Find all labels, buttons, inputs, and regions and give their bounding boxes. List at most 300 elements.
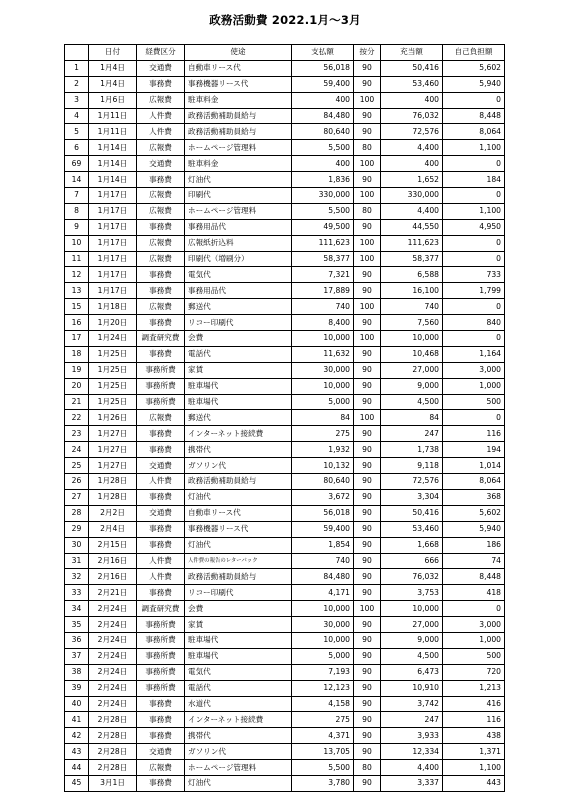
row-number-cell: 30 — [65, 537, 89, 553]
date-cell: 2月2日 — [89, 505, 137, 521]
ratio-cell: 90 — [354, 553, 381, 569]
purpose-cell: 家賃 — [185, 362, 292, 378]
payment-cell: 111,623 — [292, 235, 354, 251]
table-row — [65, 410, 505, 426]
date-cell: 2月28日 — [89, 712, 137, 728]
category-cell: 交通費 — [137, 744, 185, 760]
table-row — [65, 617, 505, 633]
payment-cell: 56,018 — [292, 60, 354, 76]
row-number-cell: 16 — [65, 315, 89, 331]
row-number-cell: 42 — [65, 728, 89, 744]
allocated-cell: 4,500 — [381, 394, 443, 410]
category-cell: 事務費 — [137, 172, 185, 188]
allocated-cell: 44,550 — [381, 219, 443, 235]
row-number-cell: 31 — [65, 553, 89, 569]
purpose-cell: 政務活動補助員給与 — [185, 569, 292, 585]
purpose-cell: インターネット接続費 — [185, 426, 292, 442]
category-cell: 事務所費 — [137, 617, 185, 633]
self-pay-cell: 500 — [443, 648, 505, 664]
allocated-cell: 4,400 — [381, 140, 443, 156]
date-cell: 1月25日 — [89, 394, 137, 410]
allocated-cell: 50,416 — [381, 505, 443, 521]
ratio-cell: 90 — [354, 426, 381, 442]
header-cell-self-pay: 自己負担額 — [443, 45, 505, 61]
allocated-cell: 84 — [381, 410, 443, 426]
allocated-cell: 27,000 — [381, 617, 443, 633]
ratio-cell: 80 — [354, 203, 381, 219]
row-number-cell: 11 — [65, 251, 89, 267]
row-number-cell: 22 — [65, 410, 89, 426]
payment-cell: 84,480 — [292, 569, 354, 585]
category-cell: 事務費 — [137, 442, 185, 458]
table-row — [65, 426, 505, 442]
purpose-cell: ガソリン代 — [185, 744, 292, 760]
row-number-cell: 12 — [65, 267, 89, 283]
payment-cell: 10,132 — [292, 458, 354, 474]
category-cell: 交通費 — [137, 156, 185, 172]
table-row — [65, 362, 505, 378]
date-cell: 1月11日 — [89, 124, 137, 140]
row-number-cell: 14 — [65, 172, 89, 188]
purpose-cell: 駐車料金 — [185, 92, 292, 108]
table-row — [65, 188, 505, 204]
table-row — [65, 60, 505, 76]
table-row — [65, 92, 505, 108]
date-cell: 1月26日 — [89, 410, 137, 426]
self-pay-cell: 116 — [443, 712, 505, 728]
table-row — [65, 601, 505, 617]
payment-cell: 10,000 — [292, 601, 354, 617]
payment-cell: 7,193 — [292, 664, 354, 680]
date-cell: 2月28日 — [89, 744, 137, 760]
table-row — [65, 648, 505, 664]
allocated-cell: 740 — [381, 299, 443, 315]
ratio-cell: 90 — [354, 505, 381, 521]
allocated-cell: 400 — [381, 92, 443, 108]
header-cell-purpose: 使途 — [185, 45, 292, 61]
date-cell: 2月28日 — [89, 760, 137, 776]
purpose-cell: 駐車場代 — [185, 648, 292, 664]
self-pay-cell: 0 — [443, 251, 505, 267]
payment-cell: 1,836 — [292, 172, 354, 188]
allocated-cell: 4,400 — [381, 760, 443, 776]
category-cell: 広報費 — [137, 188, 185, 204]
ratio-cell: 100 — [354, 188, 381, 204]
allocated-cell: 10,468 — [381, 346, 443, 362]
page-title: 政務活動費 2022.1月～3月 — [209, 13, 361, 27]
date-cell: 1月6日 — [89, 92, 137, 108]
date-cell: 2月28日 — [89, 728, 137, 744]
ratio-cell: 90 — [354, 283, 381, 299]
table-row — [65, 474, 505, 490]
table-row — [65, 585, 505, 601]
table-row — [65, 203, 505, 219]
allocated-cell: 58,377 — [381, 251, 443, 267]
payment-cell: 30,000 — [292, 617, 354, 633]
self-pay-cell: 0 — [443, 156, 505, 172]
ratio-cell: 90 — [354, 108, 381, 124]
date-cell: 2月24日 — [89, 601, 137, 617]
purpose-cell: 広報紙折込料 — [185, 235, 292, 251]
purpose-cell: 電話代 — [185, 346, 292, 362]
row-number-cell: 9 — [65, 219, 89, 235]
allocated-cell: 6,473 — [381, 664, 443, 680]
allocated-cell: 27,000 — [381, 362, 443, 378]
allocated-cell: 247 — [381, 712, 443, 728]
allocated-cell: 9,118 — [381, 458, 443, 474]
date-cell: 2月16日 — [89, 569, 137, 585]
ratio-cell: 90 — [354, 362, 381, 378]
ratio-cell: 100 — [354, 331, 381, 347]
category-cell: 人件費 — [137, 108, 185, 124]
category-cell: 交通費 — [137, 60, 185, 76]
ratio-cell: 90 — [354, 696, 381, 712]
ratio-cell: 90 — [354, 267, 381, 283]
date-cell: 1月25日 — [89, 346, 137, 362]
self-pay-cell: 4,950 — [443, 219, 505, 235]
date-cell: 1月17日 — [89, 219, 137, 235]
date-cell: 1月18日 — [89, 299, 137, 315]
self-pay-cell: 1,000 — [443, 632, 505, 648]
purpose-cell: 灯油代 — [185, 489, 292, 505]
payment-cell: 400 — [292, 92, 354, 108]
category-cell: 事務費 — [137, 267, 185, 283]
purpose-cell: 自動車リース代 — [185, 505, 292, 521]
self-pay-cell: 5,602 — [443, 60, 505, 76]
category-cell: 事務費 — [137, 219, 185, 235]
row-number-cell: 36 — [65, 632, 89, 648]
self-pay-cell: 8,448 — [443, 569, 505, 585]
row-number-cell: 33 — [65, 585, 89, 601]
row-number-cell: 1 — [65, 60, 89, 76]
table-row — [65, 696, 505, 712]
category-cell: 事務費 — [137, 775, 185, 791]
purpose-cell: ホームページ管理料 — [185, 203, 292, 219]
category-cell: 事務所費 — [137, 394, 185, 410]
date-cell: 1月25日 — [89, 362, 137, 378]
purpose-cell: 会費 — [185, 331, 292, 347]
row-number-cell: 35 — [65, 617, 89, 633]
category-cell: 交通費 — [137, 505, 185, 521]
purpose-cell: 郵送代 — [185, 410, 292, 426]
ratio-cell: 90 — [354, 521, 381, 537]
ratio-cell: 100 — [354, 156, 381, 172]
ratio-cell: 90 — [354, 124, 381, 140]
allocated-cell: 72,576 — [381, 124, 443, 140]
purpose-cell: 灯油代 — [185, 172, 292, 188]
table-row — [65, 235, 505, 251]
category-cell: 広報費 — [137, 203, 185, 219]
header-cell-ratio: 按分 — [354, 45, 381, 61]
category-cell: 事務所費 — [137, 362, 185, 378]
payment-cell: 740 — [292, 553, 354, 569]
self-pay-cell: 0 — [443, 188, 505, 204]
purpose-cell: 政務活動補助員給与 — [185, 124, 292, 140]
table-row — [65, 108, 505, 124]
purpose-cell: 会費 — [185, 601, 292, 617]
ratio-cell: 90 — [354, 569, 381, 585]
row-number-cell: 26 — [65, 474, 89, 490]
date-cell: 1月17日 — [89, 188, 137, 204]
row-number-cell: 32 — [65, 569, 89, 585]
row-number-cell: 10 — [65, 235, 89, 251]
ratio-cell: 100 — [354, 299, 381, 315]
table-row — [65, 283, 505, 299]
row-number-cell: 27 — [65, 489, 89, 505]
category-cell: 事務費 — [137, 521, 185, 537]
purpose-cell: 灯油代 — [185, 775, 292, 791]
purpose-cell: 政務活動補助員給与 — [185, 108, 292, 124]
purpose-cell: 事務用品代 — [185, 219, 292, 235]
table-row — [65, 712, 505, 728]
table-row — [65, 331, 505, 347]
allocated-cell: 6,588 — [381, 267, 443, 283]
ratio-cell: 90 — [354, 537, 381, 553]
date-cell: 1月27日 — [89, 442, 137, 458]
category-cell: 事務費 — [137, 489, 185, 505]
ratio-cell: 90 — [354, 378, 381, 394]
self-pay-cell: 1,100 — [443, 760, 505, 776]
row-number-cell: 23 — [65, 426, 89, 442]
ratio-cell: 80 — [354, 140, 381, 156]
row-number-cell: 29 — [65, 521, 89, 537]
table-row — [65, 728, 505, 744]
date-cell: 1月17日 — [89, 283, 137, 299]
payment-cell: 4,158 — [292, 696, 354, 712]
table-row — [65, 664, 505, 680]
allocated-cell: 10,910 — [381, 680, 443, 696]
row-number-cell: 19 — [65, 362, 89, 378]
purpose-cell: 水道代 — [185, 696, 292, 712]
header-cell-category: 経費区分 — [137, 45, 185, 61]
table-row — [65, 632, 505, 648]
payment-cell: 13,705 — [292, 744, 354, 760]
self-pay-cell: 8,064 — [443, 124, 505, 140]
table-row — [65, 521, 505, 537]
self-pay-cell: 8,448 — [443, 108, 505, 124]
row-number-cell: 17 — [65, 331, 89, 347]
purpose-cell: 印刷代（増刷分） — [185, 251, 292, 267]
self-pay-cell: 74 — [443, 553, 505, 569]
date-cell: 1月14日 — [89, 172, 137, 188]
table-row — [65, 569, 505, 585]
row-number-cell: 34 — [65, 601, 89, 617]
self-pay-cell: 1,799 — [443, 283, 505, 299]
date-cell: 1月4日 — [89, 76, 137, 92]
row-number-cell: 40 — [65, 696, 89, 712]
row-number-cell: 4 — [65, 108, 89, 124]
payment-cell: 1,854 — [292, 537, 354, 553]
category-cell: 事務費 — [137, 426, 185, 442]
date-cell: 1月20日 — [89, 315, 137, 331]
date-cell: 2月4日 — [89, 521, 137, 537]
row-number-cell: 21 — [65, 394, 89, 410]
purpose-cell: 携帯代 — [185, 442, 292, 458]
ratio-cell: 90 — [354, 680, 381, 696]
table-row — [65, 744, 505, 760]
table-body — [65, 60, 505, 791]
category-cell: 事務所費 — [137, 680, 185, 696]
allocated-cell: 50,416 — [381, 60, 443, 76]
date-cell: 1月4日 — [89, 60, 137, 76]
allocated-cell: 666 — [381, 553, 443, 569]
table-row — [65, 140, 505, 156]
category-cell: 事務費 — [137, 712, 185, 728]
ratio-cell: 90 — [354, 585, 381, 601]
self-pay-cell: 840 — [443, 315, 505, 331]
purpose-cell: 携帯代 — [185, 728, 292, 744]
category-cell: 人件費 — [137, 474, 185, 490]
self-pay-cell: 5,940 — [443, 76, 505, 92]
row-number-cell: 15 — [65, 299, 89, 315]
ratio-cell: 90 — [354, 394, 381, 410]
purpose-cell: 政務活動補助員給与 — [185, 474, 292, 490]
category-cell: 人件費 — [137, 553, 185, 569]
row-number-cell: 5 — [65, 124, 89, 140]
category-cell: 事務費 — [137, 728, 185, 744]
ratio-cell: 100 — [354, 251, 381, 267]
expense-table — [64, 44, 505, 792]
date-cell: 2月24日 — [89, 617, 137, 633]
payment-cell: 330,000 — [292, 188, 354, 204]
purpose-cell: 電気代 — [185, 664, 292, 680]
category-cell: 人件費 — [137, 569, 185, 585]
allocated-cell: 12,334 — [381, 744, 443, 760]
row-number-cell: 39 — [65, 680, 89, 696]
self-pay-cell: 1,100 — [443, 203, 505, 219]
ratio-cell: 90 — [354, 60, 381, 76]
row-number-cell: 44 — [65, 760, 89, 776]
payment-cell: 58,377 — [292, 251, 354, 267]
payment-cell: 80,640 — [292, 124, 354, 140]
category-cell: 広報費 — [137, 235, 185, 251]
self-pay-cell: 5,602 — [443, 505, 505, 521]
payment-cell: 3,672 — [292, 489, 354, 505]
table-row — [65, 537, 505, 553]
date-cell: 2月21日 — [89, 585, 137, 601]
payment-cell: 275 — [292, 426, 354, 442]
table-row — [65, 124, 505, 140]
row-number-cell: 20 — [65, 378, 89, 394]
self-pay-cell: 500 — [443, 394, 505, 410]
allocated-cell: 1,738 — [381, 442, 443, 458]
purpose-cell: 家賃 — [185, 617, 292, 633]
payment-cell: 4,171 — [292, 585, 354, 601]
purpose-cell: ホームページ管理料 — [185, 760, 292, 776]
allocated-cell: 330,000 — [381, 188, 443, 204]
row-number-cell: 41 — [65, 712, 89, 728]
date-cell: 2月24日 — [89, 680, 137, 696]
ratio-cell: 90 — [354, 632, 381, 648]
payment-cell: 84 — [292, 410, 354, 426]
row-number-cell: 13 — [65, 283, 89, 299]
table-row — [65, 760, 505, 776]
date-cell: 1月17日 — [89, 251, 137, 267]
payment-cell: 5,000 — [292, 394, 354, 410]
row-number-cell: 6 — [65, 140, 89, 156]
allocated-cell: 76,032 — [381, 108, 443, 124]
allocated-cell: 53,460 — [381, 76, 443, 92]
ratio-cell: 90 — [354, 219, 381, 235]
category-cell: 広報費 — [137, 410, 185, 426]
payment-cell: 5,500 — [292, 140, 354, 156]
allocated-cell: 9,000 — [381, 378, 443, 394]
self-pay-cell: 194 — [443, 442, 505, 458]
table-row — [65, 775, 505, 791]
date-cell: 2月24日 — [89, 664, 137, 680]
header-cell-no — [65, 45, 89, 61]
table-row — [65, 346, 505, 362]
date-cell: 2月16日 — [89, 553, 137, 569]
category-cell: 事務費 — [137, 315, 185, 331]
row-number-cell: 8 — [65, 203, 89, 219]
payment-cell: 4,371 — [292, 728, 354, 744]
self-pay-cell: 418 — [443, 585, 505, 601]
category-cell: 調査研究費 — [137, 601, 185, 617]
purpose-cell: 灯油代 — [185, 537, 292, 553]
purpose-cell: 人件費の報告のレターパック — [185, 553, 292, 569]
row-number-cell: 3 — [65, 92, 89, 108]
payment-cell: 80,640 — [292, 474, 354, 490]
row-number-cell: 45 — [65, 775, 89, 791]
table-row — [65, 172, 505, 188]
self-pay-cell: 5,940 — [443, 521, 505, 537]
payment-cell: 12,123 — [292, 680, 354, 696]
payment-cell: 7,321 — [292, 267, 354, 283]
purpose-cell: 事務機器リース代 — [185, 76, 292, 92]
self-pay-cell: 1,213 — [443, 680, 505, 696]
purpose-cell: 印刷代 — [185, 188, 292, 204]
header-cell-date: 日付 — [89, 45, 137, 61]
table-row — [65, 553, 505, 569]
table-row — [65, 267, 505, 283]
table-row — [65, 378, 505, 394]
payment-cell: 17,889 — [292, 283, 354, 299]
table-row — [65, 394, 505, 410]
self-pay-cell: 1,371 — [443, 744, 505, 760]
ratio-cell: 90 — [354, 76, 381, 92]
self-pay-cell: 443 — [443, 775, 505, 791]
allocated-cell: 7,560 — [381, 315, 443, 331]
allocated-cell: 4,400 — [381, 203, 443, 219]
category-cell: 人件費 — [137, 124, 185, 140]
allocated-cell: 400 — [381, 156, 443, 172]
category-cell: 交通費 — [137, 458, 185, 474]
allocated-cell: 3,742 — [381, 696, 443, 712]
payment-cell: 84,480 — [292, 108, 354, 124]
date-cell: 1月25日 — [89, 378, 137, 394]
table-row — [65, 680, 505, 696]
date-cell: 2月24日 — [89, 648, 137, 664]
allocated-cell: 1,668 — [381, 537, 443, 553]
ratio-cell: 90 — [354, 728, 381, 744]
table-row — [65, 505, 505, 521]
category-cell: 事務費 — [137, 585, 185, 601]
category-cell: 事務費 — [137, 76, 185, 92]
purpose-cell: 郵送代 — [185, 299, 292, 315]
date-cell: 1月17日 — [89, 235, 137, 251]
payment-cell: 8,400 — [292, 315, 354, 331]
payment-cell: 11,632 — [292, 346, 354, 362]
self-pay-cell: 438 — [443, 728, 505, 744]
self-pay-cell: 0 — [443, 235, 505, 251]
self-pay-cell: 1,100 — [443, 140, 505, 156]
table-row — [65, 315, 505, 331]
table-header-row — [65, 45, 505, 61]
self-pay-cell: 1,000 — [443, 378, 505, 394]
category-cell: 広報費 — [137, 140, 185, 156]
allocated-cell: 1,652 — [381, 172, 443, 188]
